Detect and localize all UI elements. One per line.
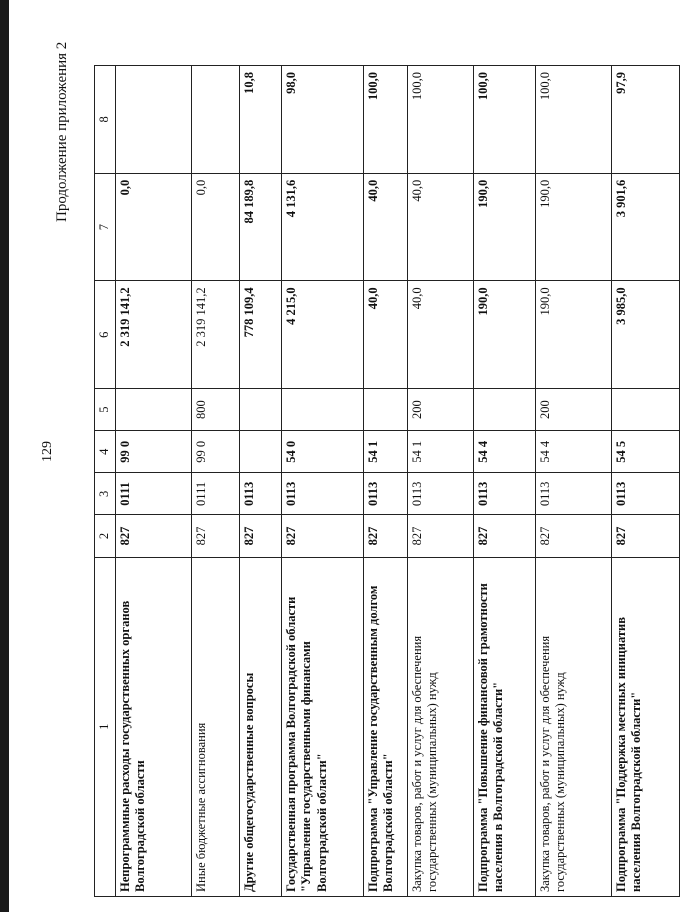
table-row [473, 66, 535, 897]
table-row [191, 66, 239, 897]
table-row [535, 66, 611, 897]
cell-amount: 3 985,0 [611, 281, 679, 389]
cell-amount: 2 319 141,2 [191, 281, 239, 389]
header-row [95, 66, 116, 897]
cell-code [611, 389, 679, 431]
table-row [407, 66, 473, 897]
cell-percent: 100,0 [535, 66, 611, 174]
cell-code: 0113 [535, 473, 611, 515]
cell-percent: 10,8 [239, 66, 281, 174]
cell-code: 0113 [407, 473, 473, 515]
cell-code: 800 [191, 389, 239, 431]
header-cell: 5 [95, 389, 116, 431]
table-row [611, 66, 679, 897]
cell-code: 827 [535, 515, 611, 557]
cell-percent: 97,9 [611, 66, 679, 174]
cell-amount: 190,0 [473, 281, 535, 389]
cell-amount: 84 189,8 [239, 173, 281, 281]
row-name: Подпрограмма "Управление государственным долгом Волгоградской области" [363, 557, 407, 896]
cell-amount: 40,0 [363, 173, 407, 281]
cell-code: 827 [191, 515, 239, 557]
cell-percent: 100,0 [407, 66, 473, 174]
cell-code: 54 1 [407, 431, 473, 473]
cell-code: 0113 [239, 473, 281, 515]
cell-code [115, 389, 191, 431]
cell-code: 827 [611, 515, 679, 557]
cell-amount: 778 109,4 [239, 281, 281, 389]
cell-code: 54 4 [535, 431, 611, 473]
cell-code: 827 [363, 515, 407, 557]
cell-amount: 2 319 141,2 [115, 281, 191, 389]
cell-code [239, 389, 281, 431]
cell-code: 0113 [473, 473, 535, 515]
budget-table [94, 65, 680, 897]
cell-code: 0113 [363, 473, 407, 515]
cell-percent [191, 66, 239, 174]
cell-amount: 4 215,0 [281, 281, 363, 389]
cell-code: 200 [535, 389, 611, 431]
row-name: Государственная программа Волгоградской области "Управление государственными финансами Волгоградской области" [281, 557, 363, 896]
table-row [281, 66, 363, 897]
cell-code: 827 [115, 515, 191, 557]
table-row [363, 66, 407, 897]
cell-amount: 0,0 [115, 173, 191, 281]
row-name: Подпрограмма "Поддержка местных инициатив населения Волгоградской области" [611, 557, 679, 896]
cell-code [281, 389, 363, 431]
row-name: Закупка товаров, работ и услуг для обеспечения государственных (муниципальных) нужд [535, 557, 611, 896]
cell-code [363, 389, 407, 431]
table-row [115, 66, 191, 897]
cell-code: 99 0 [115, 431, 191, 473]
cell-code: 827 [473, 515, 535, 557]
cell-code: 0111 [191, 473, 239, 515]
cell-code: 99 0 [191, 431, 239, 473]
cell-code [239, 431, 281, 473]
cell-percent: 98,0 [281, 66, 363, 174]
row-name: Подпрограмма "Повышение финансовой грамотности населения в Волгоградской области" [473, 557, 535, 896]
row-name: Закупка товаров, работ и услуг для обеспечения государственных (муниципальных) нужд [407, 557, 473, 896]
cell-amount: 4 131,6 [281, 173, 363, 281]
cell-code: 0113 [611, 473, 679, 515]
cell-code: 0111 [115, 473, 191, 515]
page-number: 129 [40, 441, 55, 462]
header-cell: 2 [95, 515, 116, 557]
cell-amount: 40,0 [363, 281, 407, 389]
cell-amount: 0,0 [191, 173, 239, 281]
cell-amount: 3 901,6 [611, 173, 679, 281]
cell-amount: 40,0 [407, 281, 473, 389]
cell-code: 54 0 [281, 431, 363, 473]
cell-percent: 100,0 [473, 66, 535, 174]
header-cell: 6 [95, 281, 116, 389]
cell-code: 54 5 [611, 431, 679, 473]
cell-code: 54 4 [473, 431, 535, 473]
table-row [239, 66, 281, 897]
cell-code: 827 [281, 515, 363, 557]
cell-percent [115, 66, 191, 174]
cell-code: 0113 [281, 473, 363, 515]
row-name: Другие общегосударственные вопросы [239, 557, 281, 896]
header-cell: 1 [95, 557, 116, 896]
appendix-note: Продолжение приложения 2 [54, 41, 70, 222]
cell-amount: 40,0 [407, 173, 473, 281]
cell-code: 827 [407, 515, 473, 557]
cell-percent: 100,0 [363, 66, 407, 174]
cell-code: 200 [407, 389, 473, 431]
header-cell: 7 [95, 173, 116, 281]
cell-amount: 190,0 [535, 281, 611, 389]
cell-code: 827 [239, 515, 281, 557]
cell-code [473, 389, 535, 431]
row-name: Непрограммные расходы государственных органов Волгоградской области [115, 557, 191, 896]
cell-amount: 190,0 [473, 173, 535, 281]
header-cell: 8 [95, 66, 116, 174]
cell-amount: 190,0 [535, 173, 611, 281]
header-cell: 4 [95, 431, 116, 473]
header-cell: 3 [95, 473, 116, 515]
row-name: Иные бюджетные ассигнования [191, 557, 239, 896]
cell-code: 54 1 [363, 431, 407, 473]
